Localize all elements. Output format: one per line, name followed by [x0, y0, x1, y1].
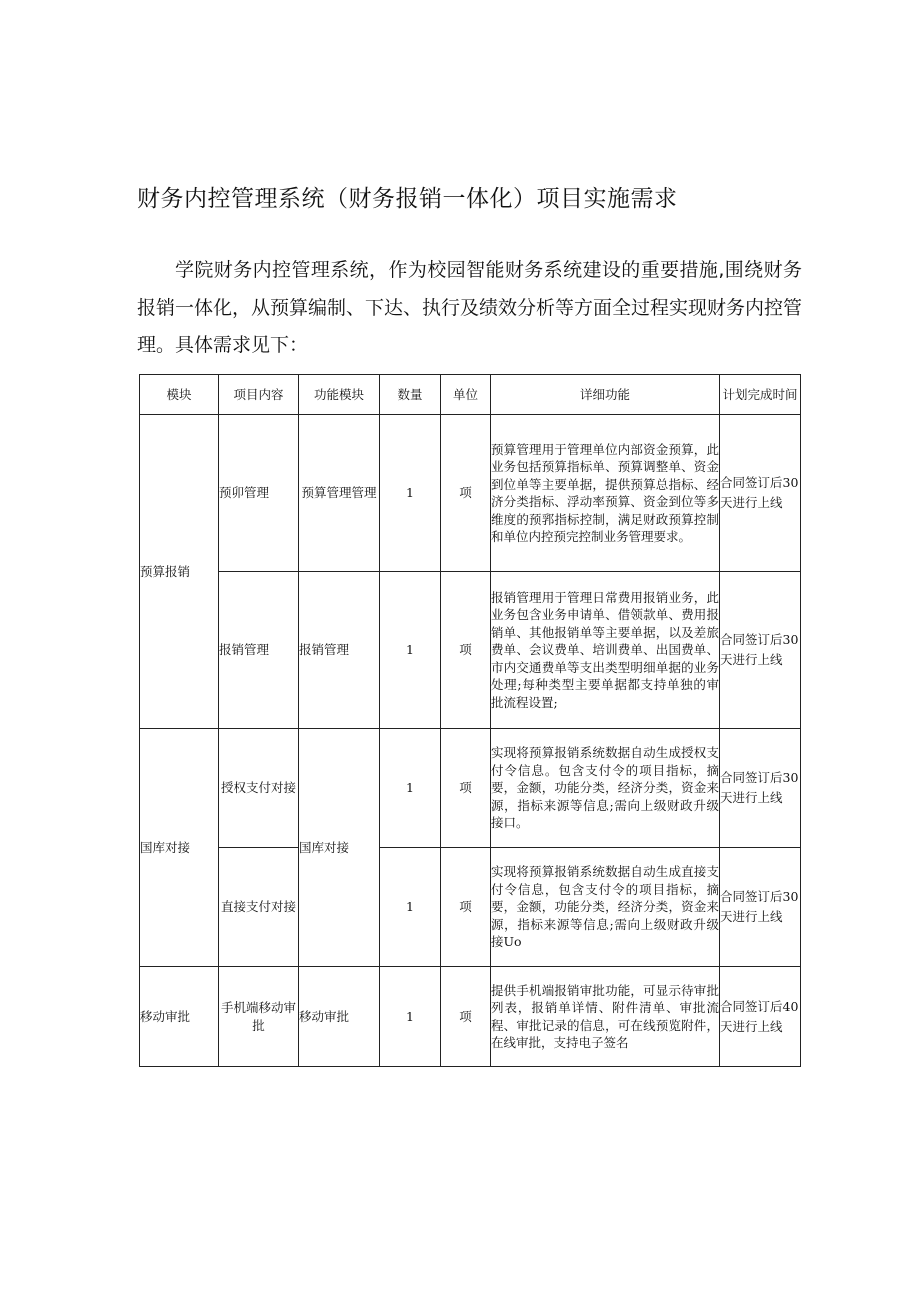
plan-cell: 合同签订后30天进行上线 [720, 572, 801, 729]
project-cell: 授权支付对接 [219, 729, 299, 848]
header-unit: 单位 [441, 375, 491, 415]
header-detail: 详细功能 [491, 375, 720, 415]
plan-cell: 合同签订后30天进行上线 [720, 848, 801, 967]
plan-cell: 合同签订后30天进行上线 [720, 415, 801, 572]
table-row [140, 729, 801, 848]
table-row [140, 967, 801, 1067]
module-cell: 移动审批 [140, 967, 219, 1067]
unit-cell: 项 [441, 729, 491, 848]
function-module-cell: 预算管理管理 [299, 415, 380, 572]
plan-cell: 合同签订后40天进行上线 [720, 967, 801, 1067]
header-module: 模块 [140, 375, 219, 415]
quantity-cell: 1 [380, 415, 441, 572]
project-cell: 直接支付对接 [219, 848, 299, 967]
unit-cell: 项 [441, 967, 491, 1067]
header-project: 项目内容 [219, 375, 299, 415]
table-row [140, 572, 801, 729]
quantity-cell: 1 [380, 729, 441, 848]
table-header-row [140, 375, 801, 415]
detail-cell: 提供手机端报销审批功能，可显示待审批列表，报销单详情、附件清单、审批流程、审批记录的信息，可在线预览附件，在线审批，支持电子签名 [491, 967, 720, 1067]
unit-cell: 项 [441, 848, 491, 967]
document-title: 财务内控管理系统（财务报销一体化）项目实施需求 [137, 186, 678, 212]
module-cell: 预算报销 [140, 415, 219, 729]
detail-cell: 实现将预算报销系统数据自动生成授权支付令信息。包含支付令的项目指标，摘要，金额，功能分类，经济分类，资金来源，指标来源等信息;需向上级财政升级接口。 [491, 729, 720, 848]
quantity-cell: 1 [380, 967, 441, 1067]
plan-cell: 合同签订后30天进行上线 [720, 729, 801, 848]
quantity-cell: 1 [380, 572, 441, 729]
intro-paragraph: 学院财务内控管理系统，作为校园智能财务系统建设的重要措施,围绕财务报销一体化，从预算编制、下达、执行及绩效分析等方面全过程实现财务内控管理。具体需求见下： [137, 259, 803, 356]
project-cell: 预卯管理 [219, 415, 299, 572]
detail-cell: 报销管理用于管理日常费用报销业务，此业务包含业务申请单、借领款单、费用报销单、其他报销单等主要单据，以及差旅费单、会议费单、培训费单、出国费单、市内交通费单等支出类型明细单据的业务处理;每种类型主要单据都支持单独的审批流程设置; [491, 572, 720, 729]
requirements-table [139, 374, 801, 1067]
function-module-cell: 报销管理 [299, 572, 380, 729]
table-row [140, 848, 801, 967]
function-module-cell: 国库对接 [299, 729, 380, 967]
project-cell: 手机端移动审批 [219, 967, 299, 1067]
unit-cell: 项 [441, 415, 491, 572]
detail-cell: 实现将预算报销系统数据自动生成直接支付令信息，包含支付令的项目指标，摘要，金额，功能分类，经济分类，资金来源，指标来源等信息;需向上级财政升级接Uo [491, 848, 720, 967]
quantity-cell: 1 [380, 848, 441, 967]
detail-cell: 预算管理用于管理单位内部资金预算，此业务包括预算指标单、预算调整单、资金到位单等主要单据，提供预算总指标、经济分类指标、浮动率预算、资金到位等多维度的预郛指标控制，满足财政预算控制和单位内控预完控制业务管理要求。 [491, 415, 720, 572]
unit-cell: 项 [441, 572, 491, 729]
module-cell: 国库对接 [140, 729, 219, 967]
header-function-module: 功能模块 [299, 375, 380, 415]
header-quantity: 数量 [380, 375, 441, 415]
table-row [140, 415, 801, 572]
function-module-cell: 移动审批 [299, 967, 380, 1067]
project-cell: 报销管理 [219, 572, 299, 729]
header-plan: 计划完成时间 [720, 375, 801, 415]
